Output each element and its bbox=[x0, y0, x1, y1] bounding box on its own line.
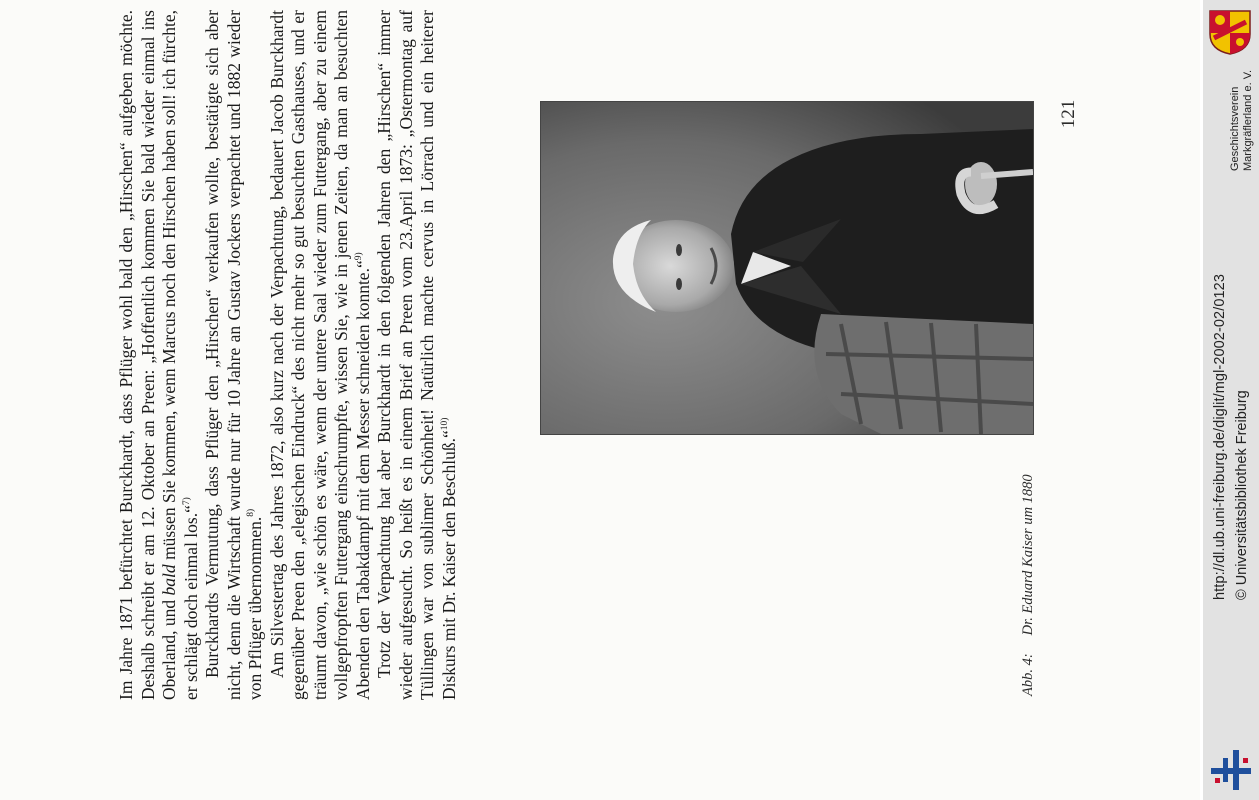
text-run: Burckhardts Vermutung, dass Pflüger den „Hirschen“ verkaufen wollte, bestätigte sich aber nicht, denn die Wirtschaft wurde nur für 10 Jahre an Gustav Jockers verpachtet und 1882 wieder von Pflüger übernommen. bbox=[202, 10, 265, 700]
footnote-marker: 8) bbox=[246, 508, 257, 517]
society-crest-icon bbox=[1206, 8, 1254, 56]
society-name-line1: Geschichtsverein bbox=[1229, 86, 1241, 171]
paragraph-3 bbox=[267, 10, 375, 700]
footnote-marker: 10) bbox=[439, 417, 450, 431]
society-name-line2: Markgräflerland e. V. bbox=[1242, 69, 1254, 171]
footnote-marker: 9) bbox=[353, 252, 364, 261]
paragraph-4 bbox=[374, 10, 460, 700]
university-library-logo-icon[interactable] bbox=[1209, 748, 1253, 792]
emphasis-text: bald bbox=[159, 564, 179, 596]
text-run: Im Jahre 1871 befürchtet Burckhardt, dass Pflüger wohl bald den „Hirschen“ aufgeben möchte. Deshalb schreibt er am 12. Oktober an Preen: „Hoffentlich kommen Sie bald wieder einmal ins Oberland, und bbox=[116, 10, 179, 700]
figure-caption bbox=[1020, 276, 1037, 696]
footnote-marker: 7) bbox=[181, 497, 192, 506]
page-number: 121 bbox=[1058, 99, 1079, 129]
figure-number: Abb. 4: bbox=[1020, 653, 1036, 696]
text-run: Am Silvestertag des Jahres 1872, also kurz nach der Verpachtung, bedauert Jacob Burckhardt gegenüber Preen den „elegischen Eindruck“ des nicht mehr so gut besuchten Gasthauses, und er träumt davon, „wie schön es wäre, wenn der untere Saal wieder zum Futtergang, aber zu einem vollgepfropften Futtergang einschrumpfte, wissen Sie, wie in jenen Zeiten, da man an besuchten Abenden den Tabakdampf mit dem Messer schneiden konnte.“ bbox=[266, 10, 373, 700]
figure-caption-text: Dr. Eduard Kaiser um 1880 bbox=[1020, 474, 1036, 636]
paragraph-1 bbox=[116, 10, 202, 700]
text-run: Trotz der Verpachtung hat aber Burckhardt in den folgenden Jahren den „Hirschen“ immer wieder aufgesucht. So heißt es in einem Brief an Preen vom 23.April 1873: „Ostermontag auf Tüllingen war von sublimer Schönheit! Natürlich machte cervus in Lörrach und ein heiterer Diskurs mit Dr. Kaiser den Beschluß.“ bbox=[374, 10, 459, 700]
permalink-url[interactable]: http://dl.ub.uni-freiburg.de/diglit/mgl-2002-02/0123 bbox=[1212, 273, 1228, 600]
text-run: müssen Sie kommen, wenn Marcus noch den Hirschen haben soll! ich fürchte, er schlägt doch einmal los.“ bbox=[159, 10, 201, 700]
body-text bbox=[116, 10, 460, 700]
paragraph-2 bbox=[202, 10, 267, 700]
portrait-photo bbox=[540, 101, 1034, 435]
library-copyright: © Universitätsbibliothek Freiburg bbox=[1234, 390, 1250, 600]
